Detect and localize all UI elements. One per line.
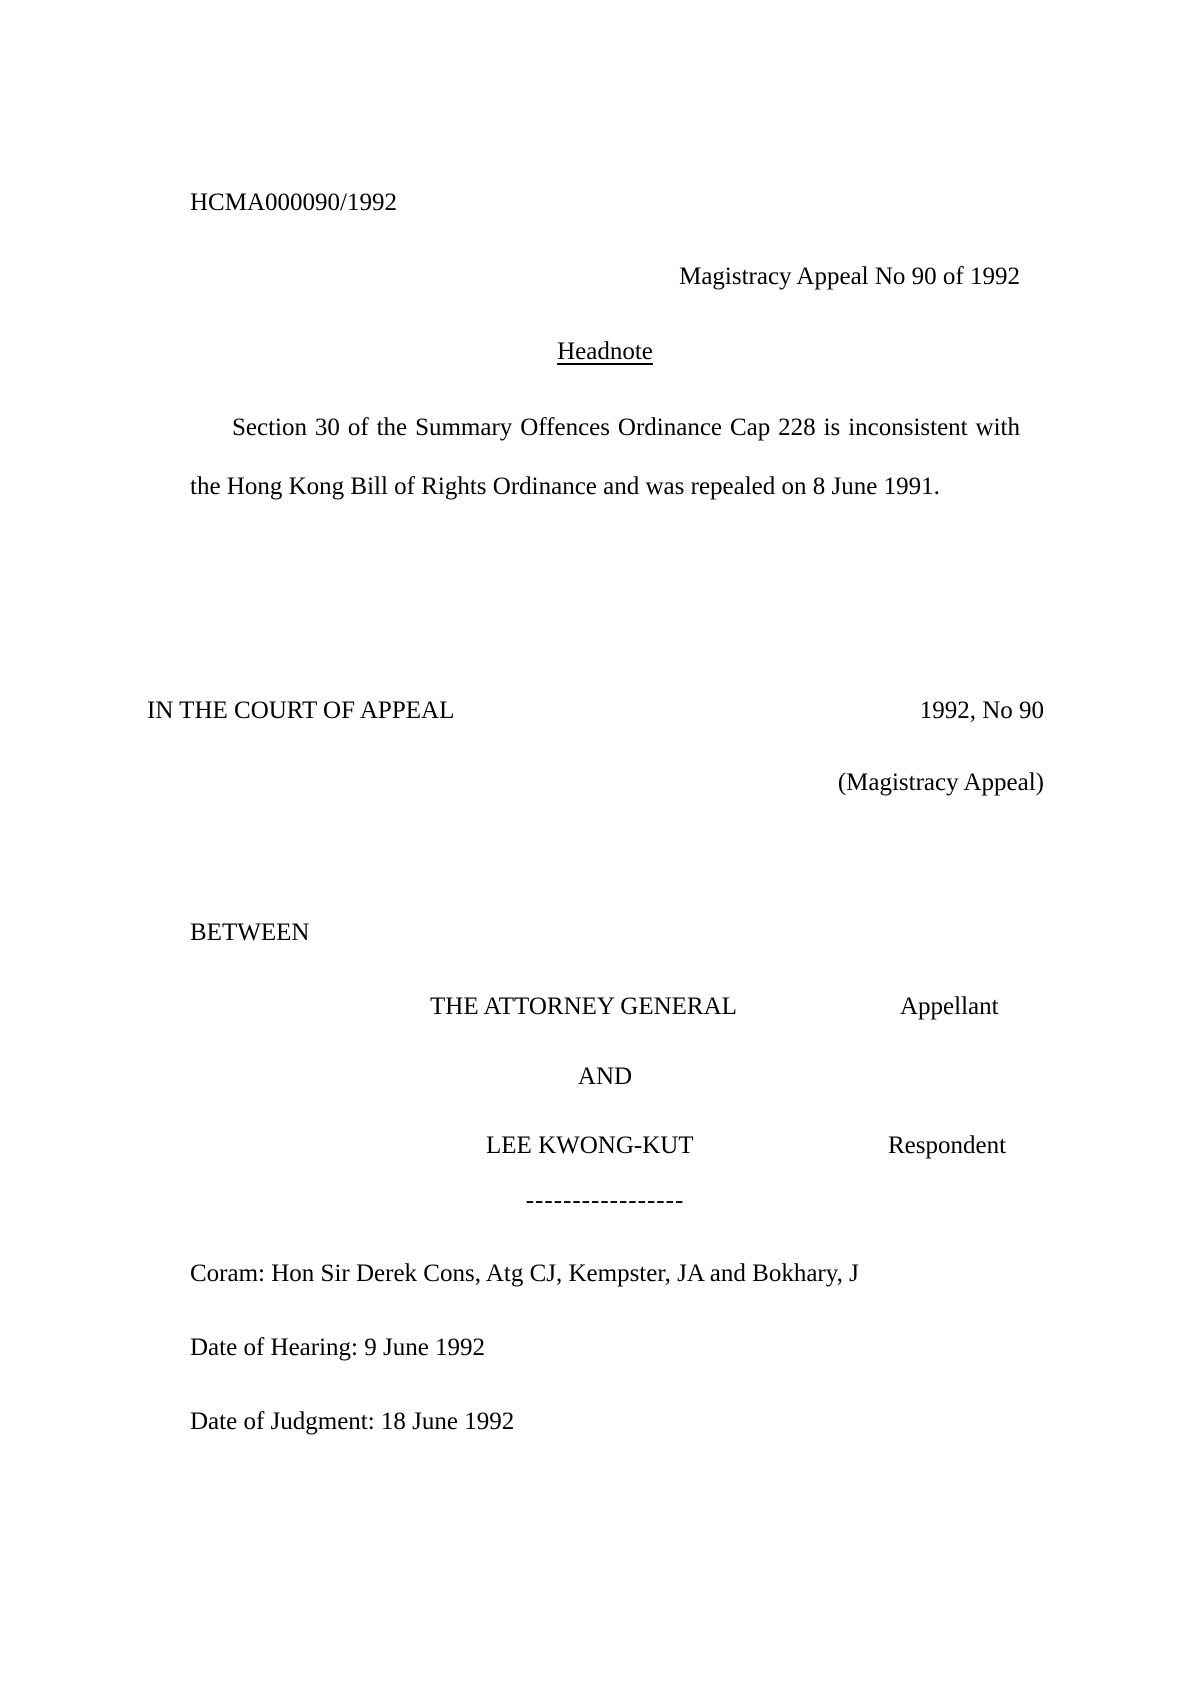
appellant-role: Appellant (900, 993, 999, 1020)
appellant-name: THE ATTORNEY GENERAL (430, 993, 737, 1020)
and-label: AND (577, 1063, 633, 1090)
hearing-date: Date of Hearing: 9 June 1992 (190, 1334, 486, 1361)
case-number: 1992, No 90 (919, 697, 1044, 724)
coram-line: Coram: Hon Sir Derek Cons, Atg CJ, Kempster, JA and Bokhary, J (190, 1260, 859, 1287)
appeal-title: Magistracy Appeal No 90 of 1992 (679, 263, 1020, 290)
respondent-role: Respondent (888, 1132, 1007, 1159)
judgment-date: Date of Judgment: 18 June 1992 (190, 1408, 515, 1435)
appeal-type: (Magistracy Appeal) (837, 769, 1044, 796)
headnote-paragraph: Section 30 of the Summary Offences Ordinance Cap 228 is inconsistent with the Hong Kong Bill of Rights Ordinance and was repealed on 8 June 1991. (190, 414, 1020, 500)
separator-line: ----------------- (525, 1187, 685, 1214)
between-label: BETWEEN (190, 919, 310, 946)
headnote-heading: Headnote (557, 338, 653, 365)
respondent-name: LEE KWONG-KUT (486, 1132, 694, 1159)
court-name: IN THE COURT OF APPEAL (147, 697, 455, 724)
case-reference: HCMA000090/1992 (190, 189, 397, 216)
